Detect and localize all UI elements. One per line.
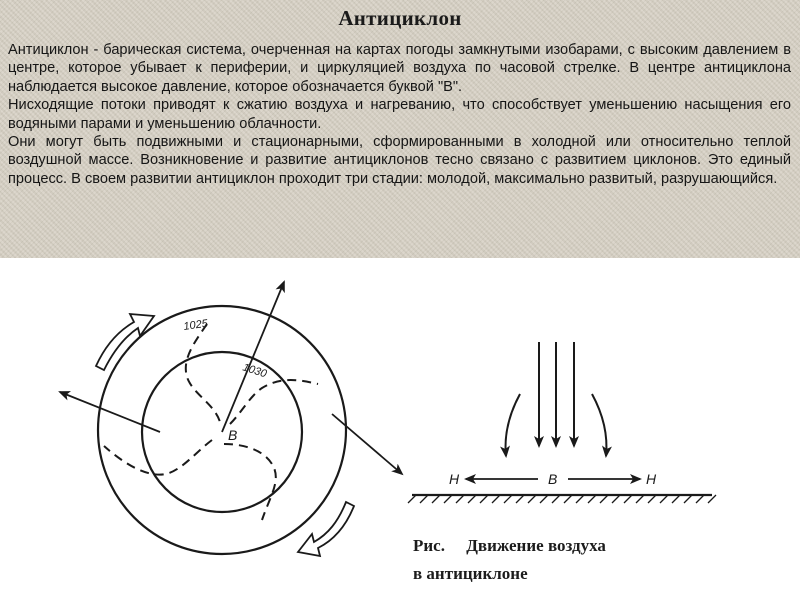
caption-line-1 <box>413 532 606 560</box>
paragraph-descending-flows: Нисходящие потоки приводят к сжатию воздуха и нагреванию, что способствует уменьшению насыщения его водяными парами и уменьшению облачности. <box>8 97 791 132</box>
rotation-arrow-top-left <box>96 314 154 370</box>
streamline-right <box>224 444 276 520</box>
center-label-b: B <box>228 427 238 443</box>
body-text <box>8 41 791 188</box>
text-panel <box>0 0 800 258</box>
cross-section-label-h-left: H <box>449 471 460 487</box>
slide-title: Антициклон <box>338 6 462 30</box>
anticyclone-diagram <box>0 258 800 600</box>
isobar-label-1025: 1025 <box>182 317 209 333</box>
paragraph-types: Они могут быть подвижными и стационарными, сформированными в холодной или относительно теплой воздушной массе. Возникновение и развитие антициклонов тесно связано с развитием циклонов. Это единый процесс. В своем развитии антициклон проходит три стадии: молодой, максимально развитый, разрушающийся. <box>8 134 791 187</box>
streamline-bottom-left <box>104 440 212 475</box>
figure-caption <box>413 532 606 588</box>
ground-hatching <box>408 495 716 503</box>
isobar-label-1030: 1030 <box>241 361 269 381</box>
caption-line-2: в антициклоне <box>413 564 528 583</box>
paragraph-definition: Антициклон - барическая система, очерченная на картах погоды замкнутыми изобарами, с высоким давлением в центре, которое убывает к периферии, и циркуляцией воздуха по часовой стрелке. В центре антициклона наблюдается высокое давление, которое обозначается буквой "В". <box>8 42 791 95</box>
cross-section-label-b: B <box>548 471 558 487</box>
cross-section-label-h-right: H <box>646 471 657 487</box>
curved-arrow-left <box>506 394 520 456</box>
outflow-arrow-southeast <box>332 414 402 474</box>
curved-arrow-right <box>592 394 606 456</box>
streamline-upper-right <box>230 380 318 424</box>
anticyclone-plan-view <box>60 282 402 556</box>
rotation-arrow-bottom-right <box>298 502 354 556</box>
streamline-top <box>186 324 220 422</box>
outflow-arrow-northeast <box>222 282 284 432</box>
caption-title: Движение воздуха <box>466 536 606 555</box>
caption-prefix: Рис. <box>413 536 445 555</box>
